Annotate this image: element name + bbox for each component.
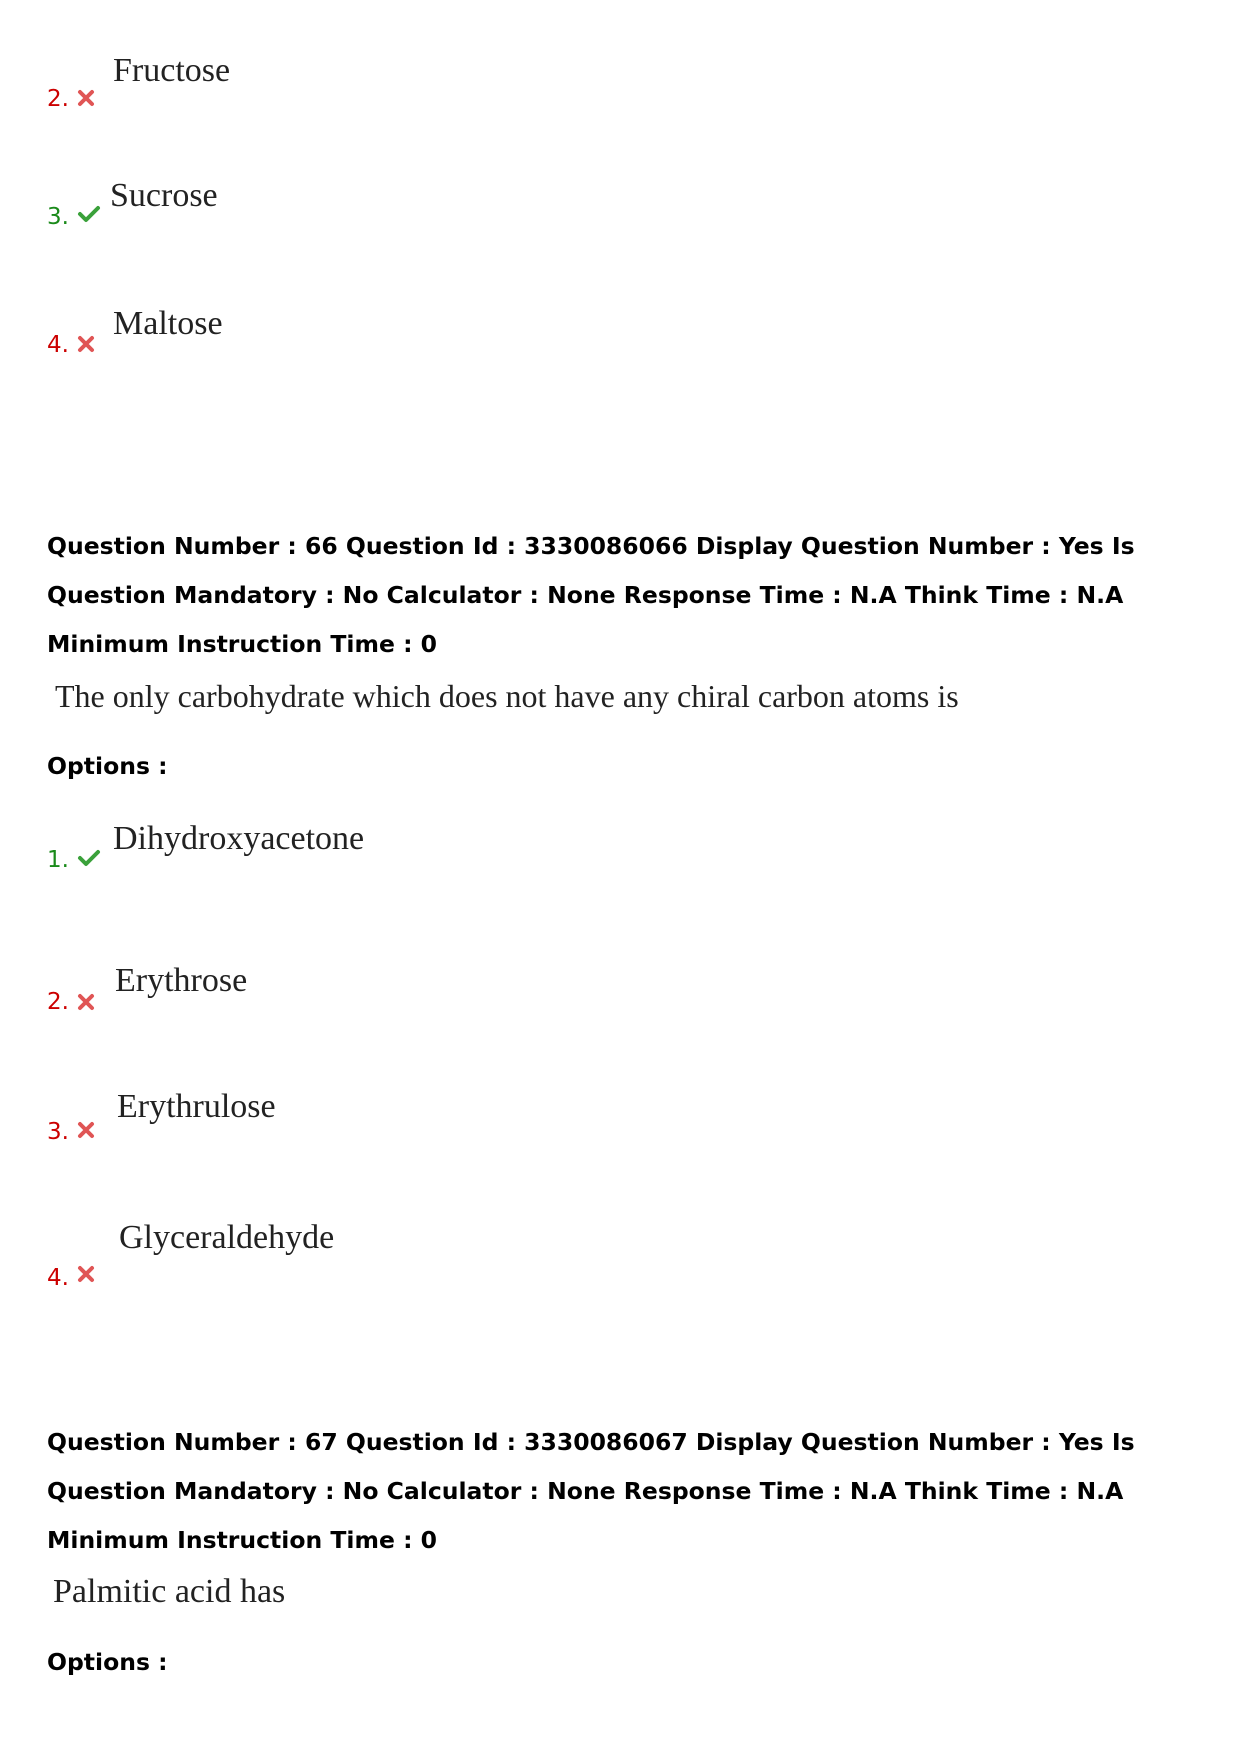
option-text: Fructose [113, 52, 231, 89]
option-text: Maltose [113, 305, 223, 342]
option-text: Dihydroxyacetone [113, 820, 365, 857]
option-number: 4. [47, 332, 69, 358]
question-66-text: The only carbohydrate which does not have any chiral carbon atoms is [55, 678, 959, 714]
check-icon [77, 204, 101, 224]
question-67-text: Palmitic acid has [53, 1573, 286, 1610]
cross-icon [76, 1264, 96, 1284]
option-number: 3. [47, 204, 69, 230]
option-text: Glyceraldehyde [119, 1219, 335, 1256]
option-text: Sucrose [110, 177, 218, 214]
question-67-meta: Question Number : 67 Question Id : 3330086067 Display Question Number : Yes Is Question Mandatory : No Calculator : None Response Time : N.A Think Time : N.A Minimum Instruction Time : 0 [47, 1428, 1135, 1554]
option-number: 3. [47, 1119, 69, 1145]
question-66-meta: Question Number : 66 Question Id : 3330086066 Display Question Number : Yes Is Question Mandatory : No Calculator : None Response Time : N.A Think Time : N.A Minimum Instruction Time : 0 [47, 532, 1135, 658]
option-number: 2. [47, 989, 69, 1015]
cross-icon [76, 992, 96, 1012]
cross-icon [76, 1120, 96, 1140]
option-text: Erythrulose [117, 1088, 276, 1125]
option-number: 4. [47, 1265, 69, 1291]
option-text: Erythrose [115, 962, 248, 999]
question-67-options-label: Options : [47, 1648, 168, 1676]
cross-icon [76, 88, 96, 108]
cross-icon [76, 334, 96, 354]
question-66-options-label: Options : [47, 752, 168, 780]
check-icon [77, 848, 101, 868]
option-number: 1. [47, 847, 69, 873]
option-number: 2. [47, 86, 69, 112]
